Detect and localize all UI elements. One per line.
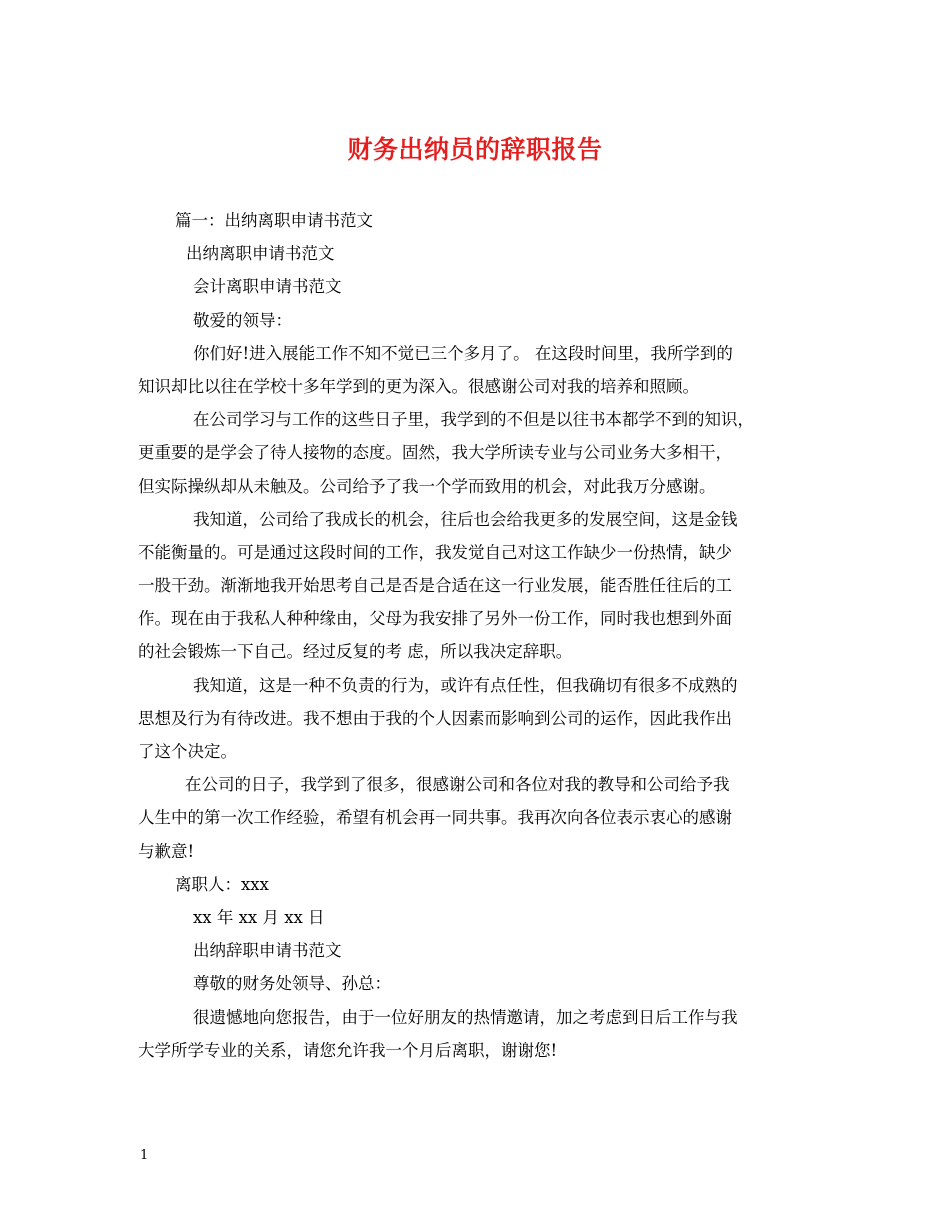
paragraph-line: 一股干劲。渐渐地我开始思考自己是否是合适在这一行业发展，能否胜任往后的工 [138, 576, 732, 596]
paragraph-line: 思想及行为有待改进。我不想由于我的个人因素而影响到公司的运作，因此我作出 [138, 708, 732, 728]
signature-date: xx 年 xx 月 xx 日 [193, 907, 325, 927]
paragraph-line: 我知道，公司给了我成长的机会，往后也会给我更多的发展空间，这是金钱 [193, 509, 738, 529]
paragraph-line: 很遗憾地向您报告，由于一位好朋友的热情邀请，加之考虑到日后工作与我 [193, 1007, 738, 1027]
subheading: 出纳离职申请书范文 [186, 244, 335, 264]
subheading: 会计离职申请书范文 [193, 277, 342, 297]
paragraph-line: 作。现在由于我私人种种缘由，父母为我安排了另外一份工作，同时我也想到外面 [138, 609, 732, 629]
paragraph-line: 你们好!进入展能工作不知不觉已三个多月了。 在这段时间里，我所学到的 [193, 343, 733, 363]
paragraph-line: 人生中的第一次工作经验，希望有机会再一同共事。我再次向各位表示衷心的感谢 [138, 808, 732, 828]
paragraph-line: 我知道，这是一种不负责的行为，或许有点任性，但我确切有很多不成熟的 [193, 675, 738, 695]
salutation: 敬爱的领导： [193, 310, 292, 330]
paragraph-line: 的社会锻炼一下自己。经过反复的考 虑，所以我决定辞职。 [138, 642, 573, 662]
paragraph-line: 知识却比以往在学校十多年学到的更为深入。很感谢公司对我的培养和照顾。 [138, 376, 699, 396]
page-number: 1 [140, 1148, 149, 1163]
paragraph-line: 大学所学专业的关系，请您允许我一个月后离职，谢谢您! [138, 1040, 558, 1060]
paragraph-line: 但实际操纵却从未触及。公司给予了我一个学而致用的机会，对此我万分感谢。 [138, 476, 716, 496]
signature-name: 离职人：xxx [175, 874, 269, 894]
paragraph-line: 在公司学习与工作的这些日子里，我学到的不但是以往书本都学不到的知识， [193, 410, 754, 430]
subheading: 出纳辞职申请书范文 [193, 941, 342, 961]
paragraph-line: 了这个决定。 [138, 742, 237, 761]
paragraph-line: 不能衡量的。可是通过这段时间的工作，我发觉自己对这工作缺少一份热情，缺少 [138, 542, 732, 562]
section-heading: 篇一：出纳离职申请书范文 [175, 211, 373, 230]
document-title: 财务出纳员的辞职报告 [347, 135, 603, 164]
paragraph-line: 更重要的是学会了待人接物的态度。固然，我大学所读专业与公司业务大多相干， [138, 443, 732, 463]
document-body [138, 204, 822, 1067]
paragraph-line: 在公司的日子，我学到了很多，很感谢公司和各位对我的教导和公司给予我 [185, 775, 730, 795]
salutation: 尊敬的财务处领导、孙总： [193, 974, 391, 994]
paragraph-line: 与歉意! [138, 841, 195, 861]
